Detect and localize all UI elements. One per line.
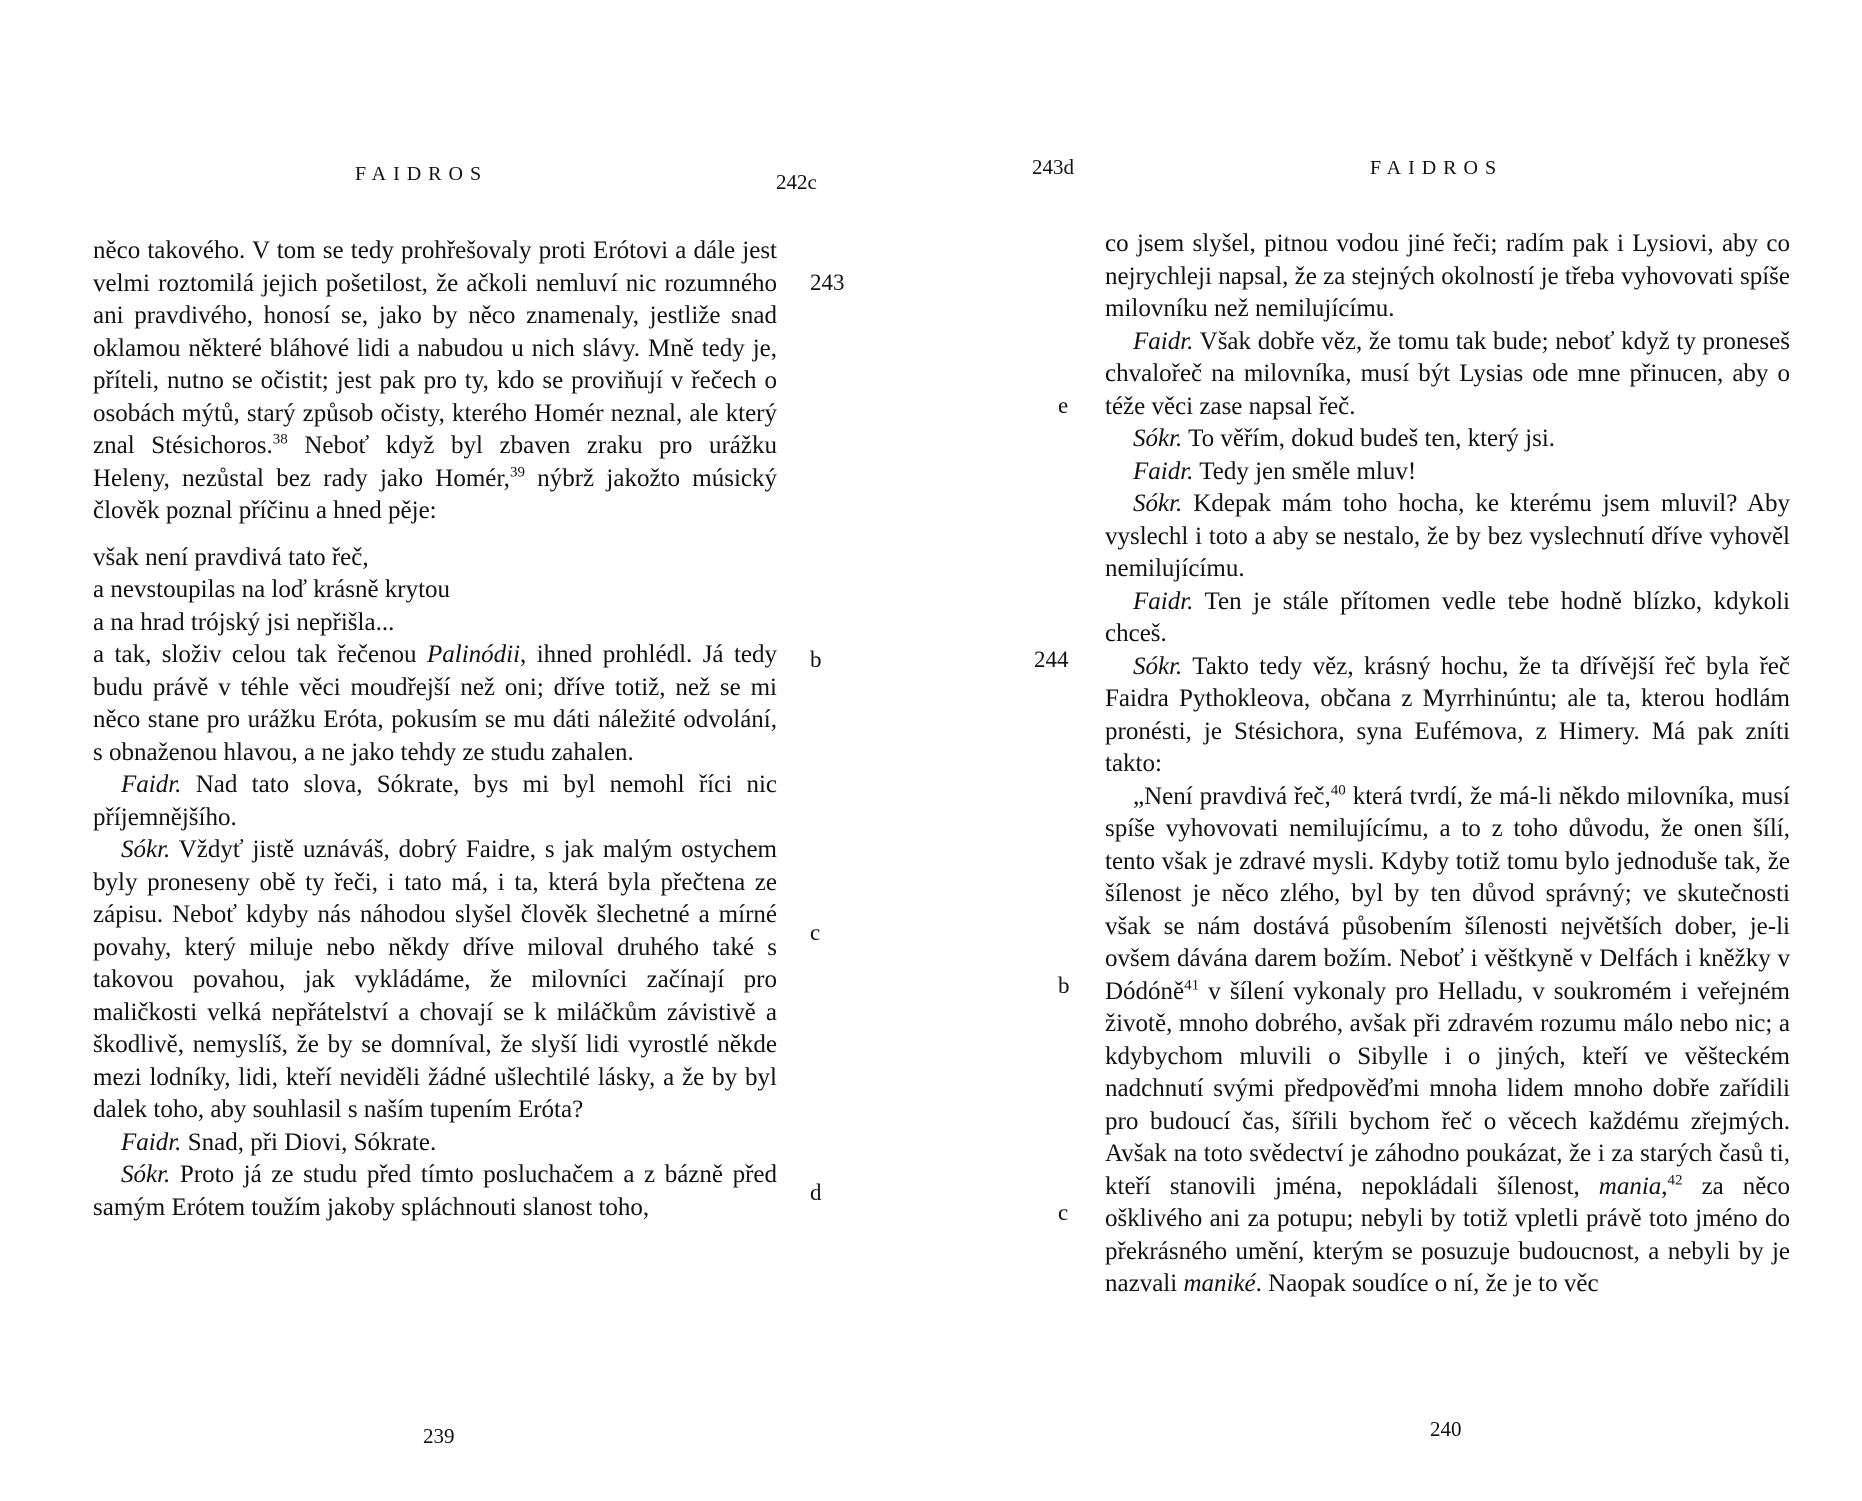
margin-marker: c xyxy=(810,920,821,945)
speaker: Sókr. xyxy=(121,1161,171,1188)
paragraph: „Není pravdivá řeč,$^{40}$ která tvrdí, že má-li někdo milovníka, musí spíše vyhovovati nemilujícímu, a to z toho důvodu, že onen šílí, tento však je zdravé mysli. Kdyby totiž tomu bylo jednoduše tak, že šílenost je něco zlého, byl by ten důvod správný; ve skutečnosti však se nám dostává působením šílenosti největších dober, je-li ovšem dávána darem božím. Neboť i věštkyně v Delfách i kněžky v Dódóně$^{41}$ v šílení vykonaly pro Helladu, v soukromém i veřejném životě, mnoho dobrého, avšak při zdravém rozumu málo nebo nic; a kdybychom mluvili o Sibylle i o jiných, kteří ve věšteckém nadchnutí svými předpověďmi mnoha lidem mnoho dobře zařídili pro budoucí čas, šířili bychom řeč o věcech každému zřejmých. Avšak na toto svědectví je záhodno poukázat, že i za starých časů ti, kteří stanovili jména, nepokládali šílenost, mania,$^{42}$ za něco ošklivého ani za potupu; nebyli by totiž vpletli právě toto jméno do překrásného umění, kterým se posuzuje budoucnost, a nebyli by je nazvali maniké. Naopak soudíce o ní, že je to věc xyxy=(1105,782,1790,1297)
speaker: Faidr. xyxy=(121,771,182,798)
footnote-ref: 38 xyxy=(272,431,288,448)
running-header-right: FAIDROS xyxy=(1370,157,1504,179)
dialogue-line: Faidr. Tedy jen směle mluv! xyxy=(1133,457,1417,485)
footnote-ref: 41 xyxy=(1184,977,1200,994)
verse-line: a na hrad trójský jsi nepřišla... xyxy=(93,608,395,636)
speaker: Sókr. xyxy=(1133,652,1183,680)
speaker: Sókr. xyxy=(1133,490,1183,517)
dialogue-line: Sókr. Vždyť jistě uznáváš, dobrý Faidre, s jak malým ostychem byly proneseny obě ty řeči, i tato má, i ta, která byla přečtena ze zápisu. Neboť kdyby nás náhodou slyšel člověk šlechetné a mírné povahy, který miluje nebo někdy dříve miloval druhého také s takovou povahou, jak vykládáme, že milovníci začínají pro maličkosti velká nepřátelství a chovají se k miláčkům závistivě a škodlivě, nemyslíš, že by se domníval, že slyší lidi vyrostlé někde mezi lodníky, lidi, kteří neviděli žádné ušlechtilé lásky, a že by byl dalek toho, aby souhlasil s naším tupením Eróta? xyxy=(93,836,777,1123)
margin-marker: 243 xyxy=(810,270,845,295)
stephanus-number-left: 242c xyxy=(776,170,817,194)
paragraph: a tak, složiv celou tak řečenou Palinódii, ihned prohlédl. Já tedy budu právě v téhle věci moudřejší než oni; dříve totiž, než se mi něco stane pro urážku Eróta, pokusím se mu dáti náležité odvolání, s obnaženou hlavou, a ne jako tehdy ze studu zahalen. xyxy=(93,641,777,766)
dialogue-line: Faidr. Nad tato slova, Sókrate, bys mi byl nemohl říci nic příjemnějšího. xyxy=(93,771,777,831)
page-number-left: 239 xyxy=(423,1424,455,1448)
margin-marker: d xyxy=(810,1180,822,1205)
footnote-ref: 42 xyxy=(1667,1172,1683,1189)
dialogue-line: Sókr. To věřím, dokud budeš ten, který jsi. xyxy=(1133,425,1556,452)
verse-line: však není pravdivá tato řeč, xyxy=(93,543,369,571)
speaker: Faidr. xyxy=(1133,457,1194,485)
speaker: Faidr. xyxy=(1133,327,1194,355)
left-text-column xyxy=(93,235,777,1224)
dialogue-line: Sókr. Takto tedy věz, krásný hochu, že ta dřívější řeč byla řeč Faidra Pythokleova, občana z Myrrhinúntu; ale ta, kterou hodlám pronésti, je Stésichora, syna Eufémova, z Himery. Má pak zníti takto: xyxy=(1105,652,1790,777)
speaker: Faidr. xyxy=(121,1128,182,1156)
speaker: Faidr. xyxy=(1133,587,1194,615)
page-number-right: 240 xyxy=(1430,1417,1462,1441)
margin-marker: b xyxy=(1058,973,1070,998)
paragraph: co jsem slyšel, pitnou vodou jiné řeči; radím pak i Lysiovi, aby co nejrychleji napsal, že za stejných okolností je třeba vyhovovati spíše milovníku než nemilujícímu. xyxy=(1105,230,1790,322)
stephanus-number-right: 243d xyxy=(1032,155,1074,179)
speaker: Sókr. xyxy=(1133,425,1183,452)
right-text-column xyxy=(1105,228,1790,1301)
margin-marker: e xyxy=(1058,393,1069,418)
paragraph: něco takového. V tom se tedy prohřešovaly proti Erótovi a dále jest velmi roztomilá jejich pošetilost, že ačkoli nemluví nic rozumného ani pravdivého, honosí se, jako by něco znamenaly, jestliže snad oklamou některé bláhové lidi a nabudou u nich slávy. Mně tedy je, příteli, nutno se očistit; jest pak pro ty, kdo se proviňují v řečech o osobách mýtů, starý způsob očisty, kterého Homér neznal, ale který znal Stésichoros.$^{38}$ Neboť když byl zbaven zraku pro urážku Heleny, nezůstal bez rady jako Homér,$^{39}$ nýbrž jakožto músický člověk poznal příčinu a hned pěje: xyxy=(93,237,777,524)
footnote-ref: 40 xyxy=(1330,782,1346,799)
running-header-left: FAIDROS xyxy=(355,163,489,185)
dialogue-line: Faidr. Však dobře věz, že tomu tak bude; neboť když ty proneseš chvalořeč na milovníka, musí být Lysias ode mne přinucen, aby o téže věci zase napsal řeč. xyxy=(1105,327,1790,420)
margin-marker: 244 xyxy=(1034,647,1069,672)
dialogue-line: Faidr. Ten je stále přítomen vedle tebe hodně blízko, kdykoli chceš. xyxy=(1105,587,1790,647)
dialogue-line: Faidr. Snad, při Diovi, Sókrate. xyxy=(121,1128,437,1156)
margin-marker: c xyxy=(1058,1200,1069,1225)
dialogue-line: Sókr. Proto já ze studu před tímto posluchačem a z bázně před samým Erótem toužím jakoby spláchnouti slanost toho, xyxy=(93,1161,777,1221)
verse-line: a nevstoupilas na loď krásně krytou xyxy=(93,576,451,603)
margin-marker: b xyxy=(810,647,822,672)
dialogue-line: Sókr. Kdepak mám toho hocha, ke kterému jsem mluvil? Aby vyslechl i toto a aby se nestalo, že by bez vyslechnutí dříve vyhověl nemilujícímu. xyxy=(1105,490,1790,582)
footnote-ref: 39 xyxy=(509,464,525,481)
speaker: Sókr. xyxy=(121,836,171,863)
